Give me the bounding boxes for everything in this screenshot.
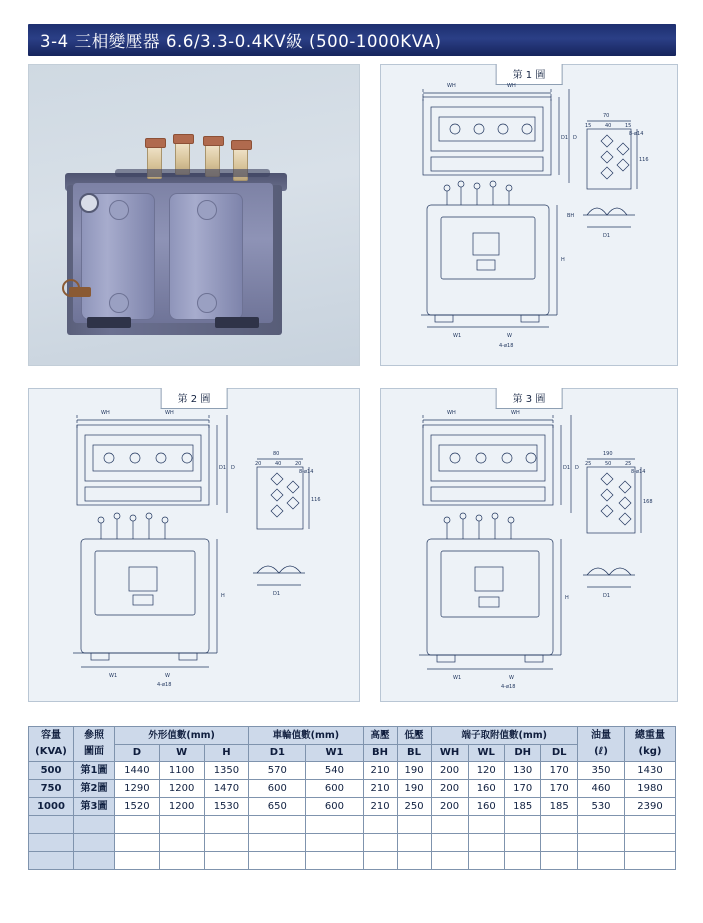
product-photo <box>28 64 360 366</box>
svg-text:W: W <box>165 673 170 679</box>
cell-DH: 170 <box>504 780 540 798</box>
subheader-BH: BH <box>363 745 397 762</box>
cell-H <box>204 816 249 834</box>
drawing-panel-2 <box>28 388 360 702</box>
table-row-empty <box>29 834 676 852</box>
cell-W1: 600 <box>306 780 363 798</box>
cell-D1: 600 <box>249 780 306 798</box>
cell-D1 <box>249 834 306 852</box>
cell-D1 <box>249 852 306 870</box>
cell-D: 1290 <box>115 780 160 798</box>
header-oil-line1: 油量 <box>591 730 611 741</box>
header-reference <box>74 727 115 762</box>
table-row <box>29 798 676 816</box>
cell-reference: 第3圖 <box>74 798 115 816</box>
svg-text:25: 25 <box>625 461 632 467</box>
cell-WH <box>431 816 468 834</box>
svg-text:W1: W1 <box>453 675 462 681</box>
cell-BH: 210 <box>363 762 397 780</box>
cell-oil <box>578 816 625 834</box>
subheader-H: H <box>204 745 249 762</box>
cell-W: 1200 <box>159 780 204 798</box>
svg-text:WH: WH <box>447 410 456 416</box>
table-header-row-1 <box>29 727 676 745</box>
cell-D <box>115 834 160 852</box>
svg-text:D1: D1 <box>219 465 227 471</box>
cell-D1: 570 <box>249 762 306 780</box>
cell-H: 1350 <box>204 762 249 780</box>
cell-weight: 1980 <box>625 780 676 798</box>
table-row <box>29 762 676 780</box>
svg-text:80: 80 <box>273 451 280 457</box>
svg-text:W: W <box>507 333 512 339</box>
table-row-empty <box>29 816 676 834</box>
svg-text:D1: D1 <box>563 465 571 471</box>
drawing-2-svg <box>29 389 359 701</box>
cell-DH: 185 <box>504 798 540 816</box>
cell-BH: 210 <box>363 780 397 798</box>
cell-oil <box>578 852 625 870</box>
header-weight-line1: 總重量 <box>635 730 665 741</box>
cell-BL: 250 <box>397 798 431 816</box>
page-title-bar <box>28 24 676 56</box>
drawing-panel-1 <box>380 64 678 366</box>
cell-W <box>159 852 204 870</box>
cell-WL <box>468 816 504 834</box>
cell-capacity: 500 <box>29 762 74 780</box>
cell-DL: 185 <box>541 798 578 816</box>
base-foot <box>87 317 131 328</box>
svg-text:40: 40 <box>275 461 282 467</box>
cell-W: 1100 <box>159 762 204 780</box>
table-body <box>29 762 676 870</box>
svg-text:WH: WH <box>165 410 174 416</box>
svg-text:8-ø14: 8-ø14 <box>299 469 314 475</box>
cell-BL: 190 <box>397 762 431 780</box>
cell-DH <box>504 852 540 870</box>
cell-H <box>204 834 249 852</box>
svg-text:50: 50 <box>605 461 612 467</box>
cell-oil <box>578 834 625 852</box>
cell-DL <box>541 816 578 834</box>
cell-capacity <box>29 852 74 870</box>
cell-capacity: 750 <box>29 780 74 798</box>
cell-reference <box>74 816 115 834</box>
cell-weight: 1430 <box>625 762 676 780</box>
cell-WH: 200 <box>431 762 468 780</box>
cell-reference: 第2圖 <box>74 780 115 798</box>
cell-D <box>115 816 160 834</box>
svg-text:H: H <box>221 593 225 599</box>
svg-text:WH: WH <box>507 83 516 89</box>
svg-text:BH: BH <box>567 213 575 219</box>
radiator-panel <box>169 193 243 320</box>
cell-WL <box>468 852 504 870</box>
cell-DL: 170 <box>541 762 578 780</box>
cell-WH <box>431 834 468 852</box>
table-row <box>29 780 676 798</box>
subheader-WH: WH <box>431 745 468 762</box>
cell-weight <box>625 834 676 852</box>
svg-text:4-ø18: 4-ø18 <box>157 682 172 688</box>
svg-text:D: D <box>575 465 579 471</box>
svg-text:W1: W1 <box>109 673 118 679</box>
subheader-WL: WL <box>468 745 504 762</box>
cell-W1 <box>306 834 363 852</box>
subheader-D1: D1 <box>249 745 306 762</box>
header-outline-group: 外形值數(mm) <box>115 727 249 745</box>
svg-text:4-ø18: 4-ø18 <box>499 343 514 349</box>
drawing-panel-3 <box>380 388 678 702</box>
cell-H: 1530 <box>204 798 249 816</box>
cell-W <box>159 834 204 852</box>
subheader-W1: W1 <box>306 745 363 762</box>
base-foot <box>215 317 259 328</box>
cell-capacity <box>29 816 74 834</box>
svg-text:W1: W1 <box>453 333 462 339</box>
subheader-DL: DL <box>541 745 578 762</box>
header-reference-line1: 參照 <box>84 730 104 741</box>
svg-text:168: 168 <box>643 499 653 505</box>
cell-H: 1470 <box>204 780 249 798</box>
spec-table-wrapper <box>28 726 676 870</box>
cell-DL: 170 <box>541 780 578 798</box>
svg-text:40: 40 <box>605 123 612 129</box>
svg-text:20: 20 <box>255 461 262 467</box>
header-wheel-group: 車輪值數(mm) <box>249 727 363 745</box>
svg-text:4-ø18: 4-ø18 <box>501 684 516 690</box>
header-capacity <box>29 727 74 762</box>
drain-valve-icon <box>69 287 91 297</box>
cell-W1: 600 <box>306 798 363 816</box>
cell-DL <box>541 834 578 852</box>
cell-WH: 200 <box>431 780 468 798</box>
svg-text:D1: D1 <box>603 233 611 239</box>
subheader-DH: DH <box>504 745 540 762</box>
svg-text:D: D <box>573 135 577 141</box>
cell-W1 <box>306 852 363 870</box>
svg-text:WH: WH <box>101 410 110 416</box>
cell-D <box>115 852 160 870</box>
svg-text:WH: WH <box>447 83 456 89</box>
header-oil <box>578 727 625 762</box>
cell-W1: 540 <box>306 762 363 780</box>
page-title: 3-4 三相變壓器 6.6/3.3-0.4KV級 (500-1000KVA) <box>40 32 442 51</box>
cell-H <box>204 852 249 870</box>
drawing-1-svg <box>381 65 677 365</box>
svg-text:D1: D1 <box>561 135 569 141</box>
header-weight <box>625 727 676 762</box>
oil-gauge-icon <box>79 193 99 213</box>
cell-BL: 190 <box>397 780 431 798</box>
cell-D1: 650 <box>249 798 306 816</box>
cell-DH <box>504 816 540 834</box>
header-weight-line2: (kg) <box>638 746 662 757</box>
header-reference-line2: 圖面 <box>84 746 104 757</box>
cell-WL: 160 <box>468 798 504 816</box>
cell-weight: 2390 <box>625 798 676 816</box>
cell-D1 <box>249 816 306 834</box>
cell-weight <box>625 816 676 834</box>
subheader-D: D <box>115 745 160 762</box>
cell-capacity <box>29 834 74 852</box>
cell-BL <box>397 816 431 834</box>
cell-BH <box>363 852 397 870</box>
cell-weight <box>625 852 676 870</box>
cell-oil: 530 <box>578 798 625 816</box>
cell-BL <box>397 834 431 852</box>
svg-text:20: 20 <box>295 461 302 467</box>
terminal-rail <box>115 169 270 177</box>
header-lv: 低壓 <box>397 727 431 745</box>
svg-text:190: 190 <box>603 451 613 457</box>
header-terminal-group: 端子取附值數(mm) <box>431 727 577 745</box>
svg-text:70: 70 <box>603 113 610 119</box>
cell-reference: 第1圖 <box>74 762 115 780</box>
table-row-empty <box>29 852 676 870</box>
cell-oil: 350 <box>578 762 625 780</box>
cell-DH <box>504 834 540 852</box>
svg-text:W: W <box>509 675 514 681</box>
header-oil-line2: (ℓ) <box>594 746 608 757</box>
panel-2-tab-label: 第 2 圖 <box>161 388 228 409</box>
svg-text:D1: D1 <box>603 593 611 599</box>
cell-BH: 210 <box>363 798 397 816</box>
table-head <box>29 727 676 762</box>
cell-capacity: 1000 <box>29 798 74 816</box>
cell-DH: 130 <box>504 762 540 780</box>
svg-text:15: 15 <box>625 123 632 129</box>
svg-text:25: 25 <box>585 461 592 467</box>
svg-text:8-ø14: 8-ø14 <box>631 469 646 475</box>
drawing-3-svg <box>381 389 677 701</box>
cell-D: 1440 <box>115 762 160 780</box>
panel-1-tab-label: 第 1 圖 <box>496 64 563 85</box>
cell-DL <box>541 852 578 870</box>
cell-WH: 200 <box>431 798 468 816</box>
cell-oil: 460 <box>578 780 625 798</box>
specification-table <box>28 726 676 870</box>
subheader-W: W <box>159 745 204 762</box>
cell-WH <box>431 852 468 870</box>
cell-W: 1200 <box>159 798 204 816</box>
svg-text:D1: D1 <box>273 591 281 597</box>
cell-BH <box>363 816 397 834</box>
svg-text:H: H <box>561 257 565 263</box>
cell-W <box>159 816 204 834</box>
cell-reference <box>74 852 115 870</box>
svg-text:H: H <box>565 595 569 601</box>
header-hv: 高壓 <box>363 727 397 745</box>
cell-D: 1520 <box>115 798 160 816</box>
cell-WL <box>468 834 504 852</box>
cell-WL: 120 <box>468 762 504 780</box>
cell-BL <box>397 852 431 870</box>
subheader-BL: BL <box>397 745 431 762</box>
cell-BH <box>363 834 397 852</box>
header-capacity-line1: 容量 <box>41 730 61 741</box>
svg-text:116: 116 <box>639 157 649 163</box>
panel-3-tab-label: 第 3 圖 <box>496 388 563 409</box>
header-capacity-line2: (KVA) <box>35 746 67 757</box>
cell-W1 <box>306 816 363 834</box>
svg-text:D: D <box>231 465 235 471</box>
cell-WL: 160 <box>468 780 504 798</box>
cell-reference <box>74 834 115 852</box>
svg-text:8-ø14: 8-ø14 <box>629 131 644 137</box>
svg-text:116: 116 <box>311 497 321 503</box>
svg-text:WH: WH <box>511 410 520 416</box>
svg-text:15: 15 <box>585 123 592 129</box>
